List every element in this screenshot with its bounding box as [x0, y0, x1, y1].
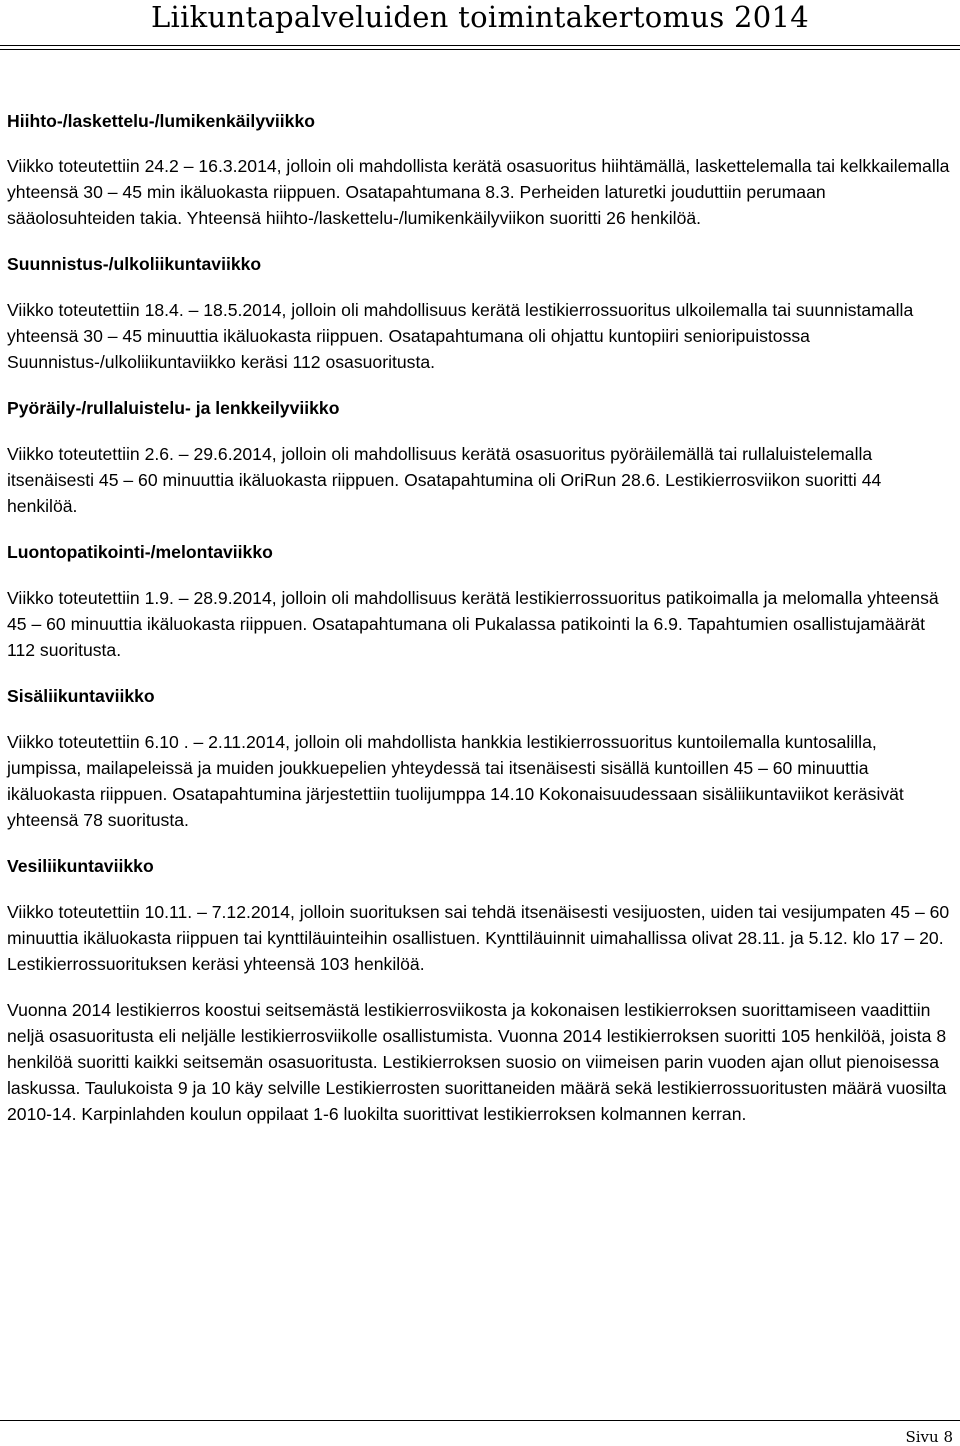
section-heading-luontopatikointi: Luontopatikointi-/melontaviikko	[7, 542, 273, 562]
section-text-pyoraily: Viikko toteutettiin 2.6. – 29.6.2014, jolloin oli mahdollisuus kerätä osasuoritus pyöräilemällä tai rullaluistelemalla itsenäisesti 45 – 60 minuuttia ikäluokasta riippuen. Osatapahtumina oli OriRun 28.6. Lestikierrosviikon suoritti 44 henkilöä.	[7, 444, 882, 516]
section-text-hiihto: Viikko toteutettiin 24.2 – 16.3.2014, jolloin oli mahdollista kerätä osasuoritus hiihtämällä, laskettelemalla tai kelkkailemalla yhteensä 30 – 45 min ikäluokasta riippuen. Osatapahtumana 8.3. Perheiden laturetki jouduttiin perumaan sääolosuhteiden takia. Yhteensä hiihto-/laskettelu-/lumikenkäilyviikon suoritti 26 henkilöä.	[7, 156, 950, 228]
section-text-luontopatikointi: Viikko toteutettiin 1.9. – 28.9.2014, jolloin oli mahdollisuus kerätä lestikierrossuoritus patikoimalla ja melomalla yhteensä 45 – 60 minuuttia ikäluokasta riippuen. Osatapahtumana oli Pukalassa patikointi la 6.9. Tapahtumien osallistujamäärät 112 suoritusta.	[7, 588, 939, 660]
section-text-sisaliikunta: Viikko toteutettiin 6.10 . – 2.11.2014, jolloin oli mahdollista hankkia lestikierrossuoritus kuntoilemalla kuntosalilla, jumpissa, mailapeleissä ja muiden joukkuepelien yhteydessä tai itsenäisesti sisällä kuntoillen 45 – 60 minuuttia ikäluokasta riippuen. Osatapahtumina järjestettiin tuolijumppa 14.10 Kokonaisuudessaan sisäliikuntaviikot keräsivät yhteensä 78 suoritusta.	[7, 732, 904, 830]
page-number: Sivu 8	[905, 1428, 953, 1446]
section-heading-suunnistus: Suunnistus-/ulkoliikuntaviikko	[7, 254, 262, 274]
section-heading-sisaliikunta: Sisäliikuntaviikko	[7, 686, 155, 706]
document-header-title: Liikuntapalveluiden toimintakertomus 2014	[150, 0, 810, 34]
header-rule-top	[0, 45, 960, 46]
section-heading-pyoraily: Pyöräily-/rullaluistelu- ja lenkkeilyviikko	[7, 398, 340, 418]
section-text-vesiliikunta: Viikko toteutettiin 10.11. – 7.12.2014, jolloin suorituksen sai tehdä itsenäisesti vesijuosten, uiden tai vesijumpaten 45 – 60 minuuttia ikäluokasta riippuen tai kynttiläuinteihin osallistuen. Kynttiläuinnit uimahallissa olivat 28.11. ja 5.12. klo 17 – 20. Lestikierrossuorituksen keräsi yhteensä 103 henkilöä.	[7, 902, 950, 974]
section-text-suunnistus: Viikko toteutettiin 18.4. – 18.5.2014, jolloin oli mahdollisuus kerätä lestikierrossuoritus ulkoilemalla tai suunnistamalla yhteensä 30 – 45 minuuttia ikäluokasta riippuen. Osatapahtumana oli ohjattu kuntopiiri senioripuistossa Suunnistus-/ulkoliikuntaviikko keräsi 112 osasuoritusta.	[7, 300, 914, 372]
footer-rule	[0, 1420, 960, 1421]
summary-paragraph: Vuonna 2014 lestikierros koostui seitsemästä lestikierrosviikosta ja kokonaisen lestikierroksen suorittamiseen vaadittiin neljä osasuoritusta eli neljälle lestikierrosviikolle osallistumista. Vuonna 2014 lestikierroksen suoritti 105 henkilöä, joista 8 henkilöä suoritti kaikki seitsemän osasuoritusta. Lestikierroksen suosio on viimeisen parin vuoden ajan ollut pienoisessa laskussa. Taulukoista 9 ja 10 käy selville Lestikierrosten suorittaneiden määrä sekä lestikierrossuoritusten määrä vuosilta 2010-14. Karpinlahden koulun oppilaat 1-6 luokilta suorittivat lestikierroksen kolmannen kerran.	[7, 1000, 947, 1124]
header-rule-bottom	[0, 49, 960, 50]
section-heading-vesiliikunta: Vesiliikuntaviikko	[7, 856, 154, 876]
document-body	[7, 108, 953, 1127]
section-heading-hiihto: Hiihto-/laskettelu-/lumikenkäilyviikko	[7, 111, 315, 131]
